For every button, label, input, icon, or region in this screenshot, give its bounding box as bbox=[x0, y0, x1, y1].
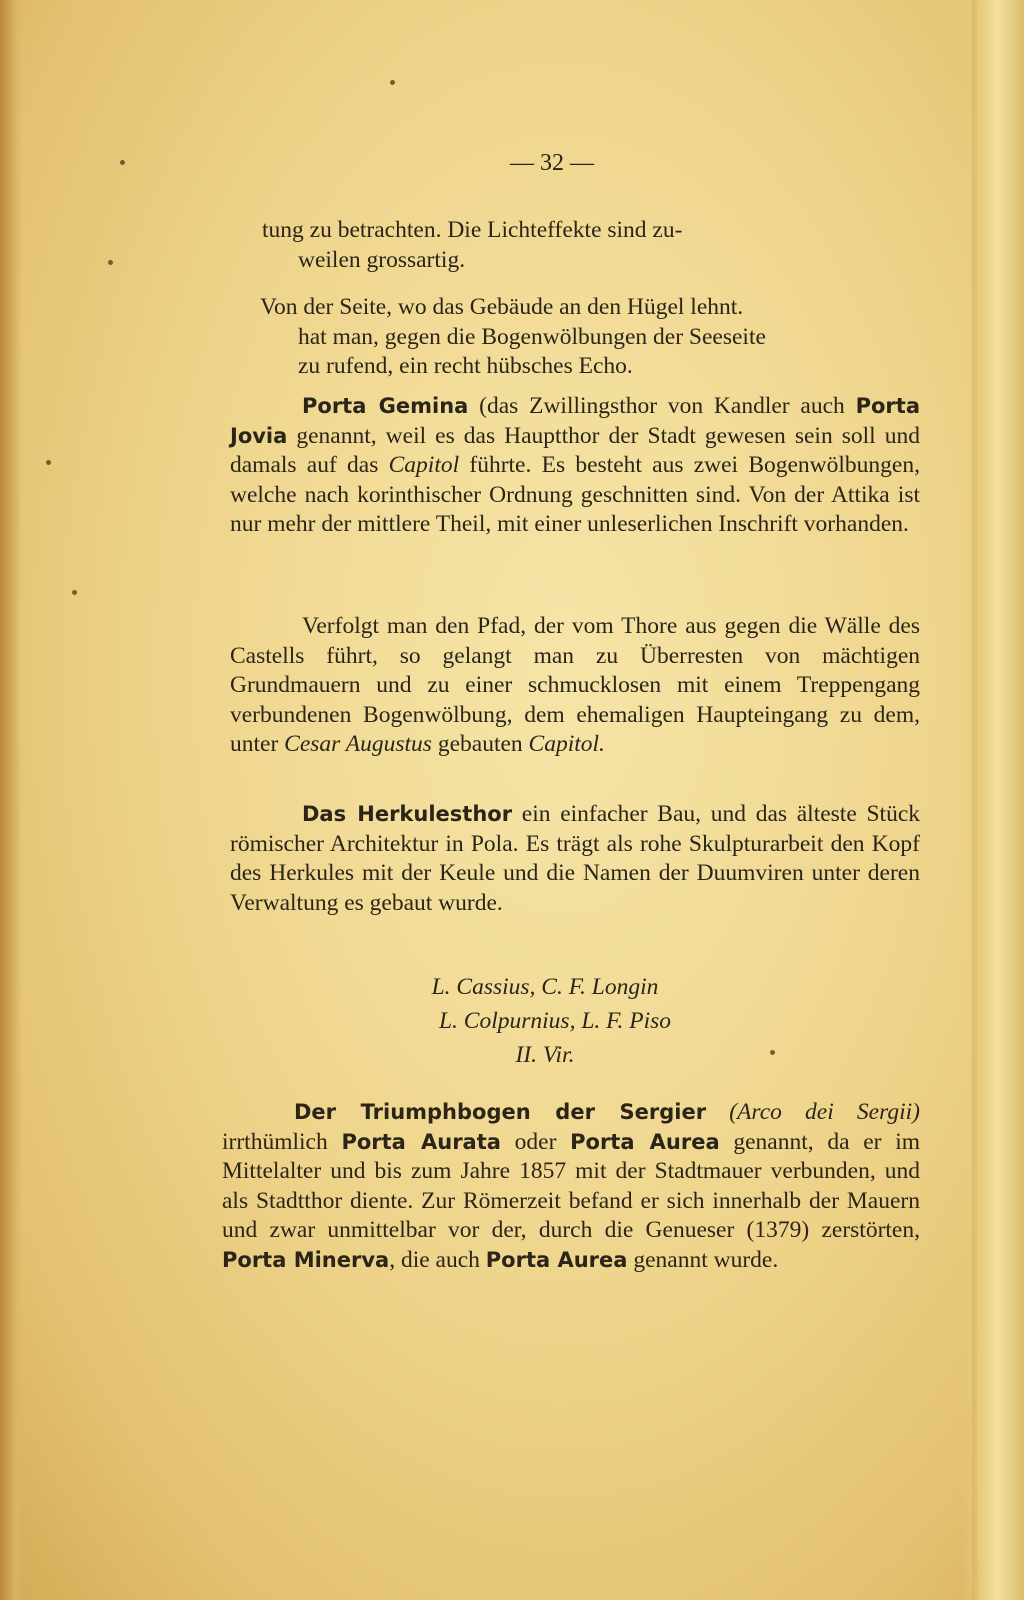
paper-speck bbox=[108, 260, 113, 265]
page-left-edge bbox=[0, 0, 22, 1600]
paper-speck bbox=[120, 160, 125, 165]
term-capitol: Capitol. bbox=[528, 731, 605, 757]
page-right-edge bbox=[964, 0, 1024, 1600]
term-herkulesthor: Das Herkulesthor bbox=[302, 802, 513, 826]
term-porta-minerva: Porta Minerva bbox=[222, 1247, 390, 1272]
term-porta-jovia: Porta Jovia bbox=[230, 394, 920, 448]
term-porta-aurata: Porta Aurata bbox=[341, 1129, 501, 1154]
text-run: genannt wurde. bbox=[627, 1246, 779, 1273]
paper-speck bbox=[46, 460, 51, 465]
text-run: oder bbox=[500, 1128, 571, 1155]
text-line: tung zu betrachten. Die Lichteffekte sind zu- bbox=[262, 217, 683, 243]
paper-speck bbox=[390, 80, 395, 85]
text-line: zu rufend, ein recht hübsches Echo. bbox=[298, 353, 633, 379]
paragraph-path bbox=[230, 612, 920, 760]
term-porta-aurea: Porta Aurea bbox=[570, 1129, 720, 1154]
term-triumphbogen: Der Triumphbogen der Sergier bbox=[294, 1100, 707, 1124]
text-run: ein einfacher Bau, und das älteste Stück römischer Architektur in Pola. Es trägt als rohe Skulpturarbeit den Kopf des Herkules mit der Keule und die Namen der Duumviren unter deren Verwaltung es gebaut wurde. bbox=[230, 801, 920, 916]
paper-speck bbox=[72, 590, 77, 595]
inscription-line: L. Cassius, C. F. Longin bbox=[431, 974, 659, 1000]
paragraph-porta-gemina bbox=[230, 392, 920, 540]
text-run: (das Zwillingsthor von Kandler auch bbox=[468, 393, 856, 419]
term-cesar-augustus: Cesar Augustus bbox=[284, 731, 432, 757]
text-line: Von der Seite, wo das Gebäude an den Hügel lehnt. bbox=[260, 294, 744, 320]
inscription bbox=[230, 970, 920, 1072]
term-arco-dei-sergii: (Arco dei Sergii) bbox=[706, 1099, 920, 1125]
inscription-line: L. Colpurnius, L. F. Piso bbox=[438, 1008, 672, 1034]
paragraph-triumphbogen bbox=[222, 1098, 920, 1275]
text-run: gebauten bbox=[431, 731, 529, 757]
text-run: genannt, da er im Mittelalter und bis zum Jahre 1857 mit der Stadtmauer verbunden, und als Stadtthor diente. Zur Römerzeit befand er sich innerhalb der Mauern und zwar unmittelbar vor der, durch die Genueser (1379) zerstörten, bbox=[222, 1128, 921, 1243]
term-porta-aurea: Porta Aurea bbox=[485, 1247, 628, 1272]
page-number: — 32 — bbox=[510, 150, 594, 176]
text-line: weilen grossartig. bbox=[298, 246, 466, 273]
paragraph-lighting bbox=[262, 216, 912, 382]
text-run: Verfolgt man den Pfad, der vom Thore aus gegen die Wälle des Castells führt, so gelangt man zu Überresten von mächtigen Grundmauern und zu einer schmucklosen mit einem Treppengang verbundenen Bogenwölbung, dem ehemaligen Haupteingang zu dem, unter bbox=[230, 613, 920, 757]
term-porta-gemina: Porta Gemina bbox=[302, 394, 469, 418]
term-capitol: Capitol bbox=[388, 452, 460, 478]
inscription-line: II. Vir. bbox=[515, 1042, 575, 1068]
text-run: führte. Es besteht aus zwei Bogenwölbungen, welche nach korinthischer Ordnung geschnitten sind. Von der Attika ist nur mehr der mittlere Theil, mit einer unleserlichen Inschrift vorhanden. bbox=[230, 452, 920, 537]
text-run: irrthümlich bbox=[222, 1128, 342, 1155]
text-run: , die auch bbox=[389, 1246, 486, 1273]
text-line: hat man, gegen die Bogenwölbungen der Seeseite bbox=[298, 323, 766, 350]
text-run: genannt, weil es das Hauptthor der Stadt gewesen sein soll und damals auf das bbox=[230, 422, 920, 478]
paragraph-herkulesthor bbox=[230, 800, 920, 918]
